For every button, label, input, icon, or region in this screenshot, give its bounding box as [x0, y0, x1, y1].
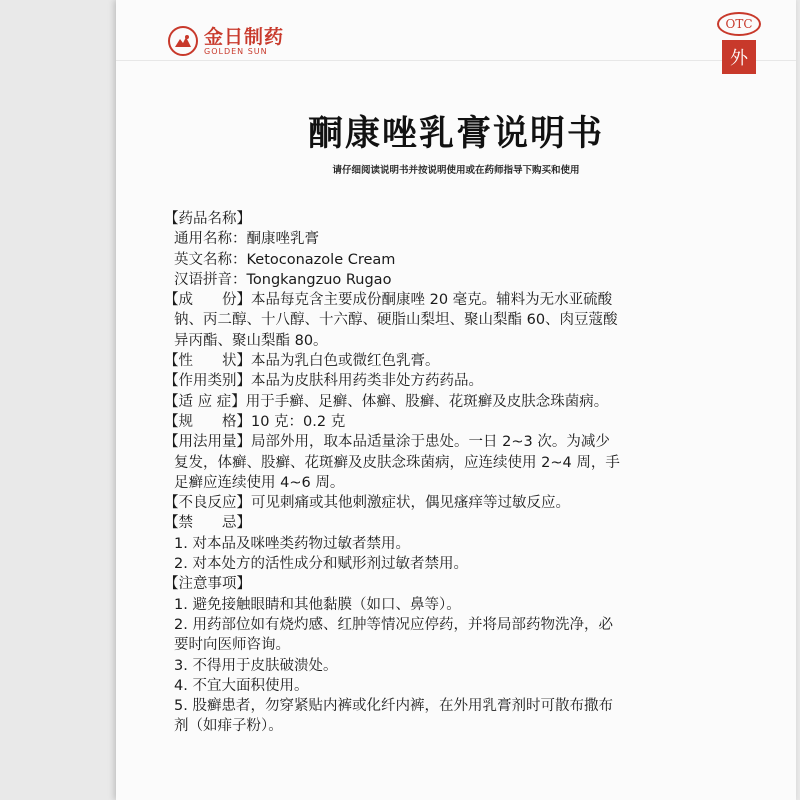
ingredients-text-3: 异丙酯、聚山梨酯 80。: [174, 332, 328, 349]
precaution-item-3: 3. 不得用于皮肤破溃处。: [174, 657, 338, 674]
indications-row: [164, 392, 754, 412]
pinyin-name: 汉语拼音：Tongkangzuo Rugao: [174, 271, 392, 288]
otc-badge: [716, 12, 762, 74]
insert-body: [164, 209, 754, 737]
brand-header: [168, 26, 284, 56]
category-row: [164, 371, 754, 391]
precaution-item-2-line-1: 2. 用药部位如有烧灼感、红肿等情况应停药，并将局部药物洗净，必: [174, 616, 613, 633]
contraindications-heading: 【禁 忌】: [164, 515, 251, 532]
package-insert-sheet: [116, 0, 796, 800]
brand-name-en: GOLDEN SUN: [204, 46, 268, 56]
ingredients-text-1: 本品每克含主要成份酮康唑 20 毫克。辅料为无水亚硫酸: [251, 292, 613, 309]
usage-text-1: 局部外用，取本品适量涂于患处。一日 2~3 次。为减少: [251, 434, 610, 451]
properties-label: 【性 状】: [164, 353, 251, 370]
ingredients-row: [164, 290, 754, 310]
category-text: 本品为皮肤科用药类非处方药药品。: [251, 373, 483, 390]
usage-row: [164, 432, 754, 452]
spec-label: 【规 格】: [164, 413, 251, 430]
spec-text: 10 克：0.2 克: [251, 413, 346, 430]
otc-label: OTC: [717, 12, 761, 36]
ingredients-label: 【成 份】: [164, 292, 251, 309]
page-title: 酮康唑乳膏说明书: [307, 114, 604, 154]
drug-name-heading: 【药品名称】: [164, 211, 251, 227]
precaution-item-5-line-2: 剂（如痱子粉）。: [174, 718, 283, 735]
generic-name: 通用名称：酮康唑乳膏: [174, 231, 319, 248]
adverse-text: 可见刺痛或其他刺激症状，偶见瘙痒等过敏反应。: [251, 495, 570, 512]
contraindication-item: 2. 对本处方的活性成分和赋形剂过敏者禁用。: [174, 556, 468, 573]
brand-name-cn: 金日制药: [204, 25, 285, 48]
precaution-item-5-line-1: 5. 股癣患者，勿穿紧贴内裤或化纤内裤，在外用乳膏剂时可散布撒布: [174, 698, 613, 715]
otc-category: 外: [722, 40, 756, 74]
ingredients-text-2: 钠、丙二醇、十八醇、十六醇、硬脂山梨坦、聚山梨酯 60、肉豆蔻酸: [174, 312, 618, 329]
properties-row: [164, 351, 754, 371]
indications-label: 【适 应 症】: [164, 393, 246, 410]
indications-text: 用于手癣、足癣、体癣、股癣、花斑癣及皮肤念珠菌病。: [245, 393, 609, 410]
spec-row: [164, 412, 754, 432]
usage-text-3: 足癣应连续使用 4~6 周。: [174, 474, 345, 491]
adverse-label: 【不良反应】: [164, 495, 251, 512]
properties-text: 本品为乳白色或微红色乳膏。: [251, 353, 440, 370]
brand-logo-icon: [168, 26, 198, 56]
precautions-heading: 【注意事项】: [164, 576, 251, 593]
usage-notice: 请仔细阅读说明书并按说明使用或在药师指导下购买和使用: [332, 165, 580, 176]
category-label: 【作用类别】: [164, 373, 251, 390]
precaution-item-2-line-2: 要时向医师咨询。: [174, 637, 290, 654]
usage-text-2: 复发，体癣、股癣、花斑癣及皮肤念珠菌病，应连续使用 2~4 周，手: [174, 454, 620, 471]
precaution-item-4: 4. 不宜大面积使用。: [174, 677, 309, 694]
adverse-row: [164, 493, 754, 513]
precaution-item-1: 1. 避免接触眼睛和其他黏膜（如口、鼻等）。: [174, 596, 461, 613]
contraindication-item: 1. 对本品及咪唑类药物过敏者禁用。: [174, 535, 410, 552]
usage-label: 【用法用量】: [164, 434, 251, 451]
fold-line: [116, 60, 796, 61]
english-name: 英文名称：Ketoconazole Cream: [174, 251, 396, 268]
